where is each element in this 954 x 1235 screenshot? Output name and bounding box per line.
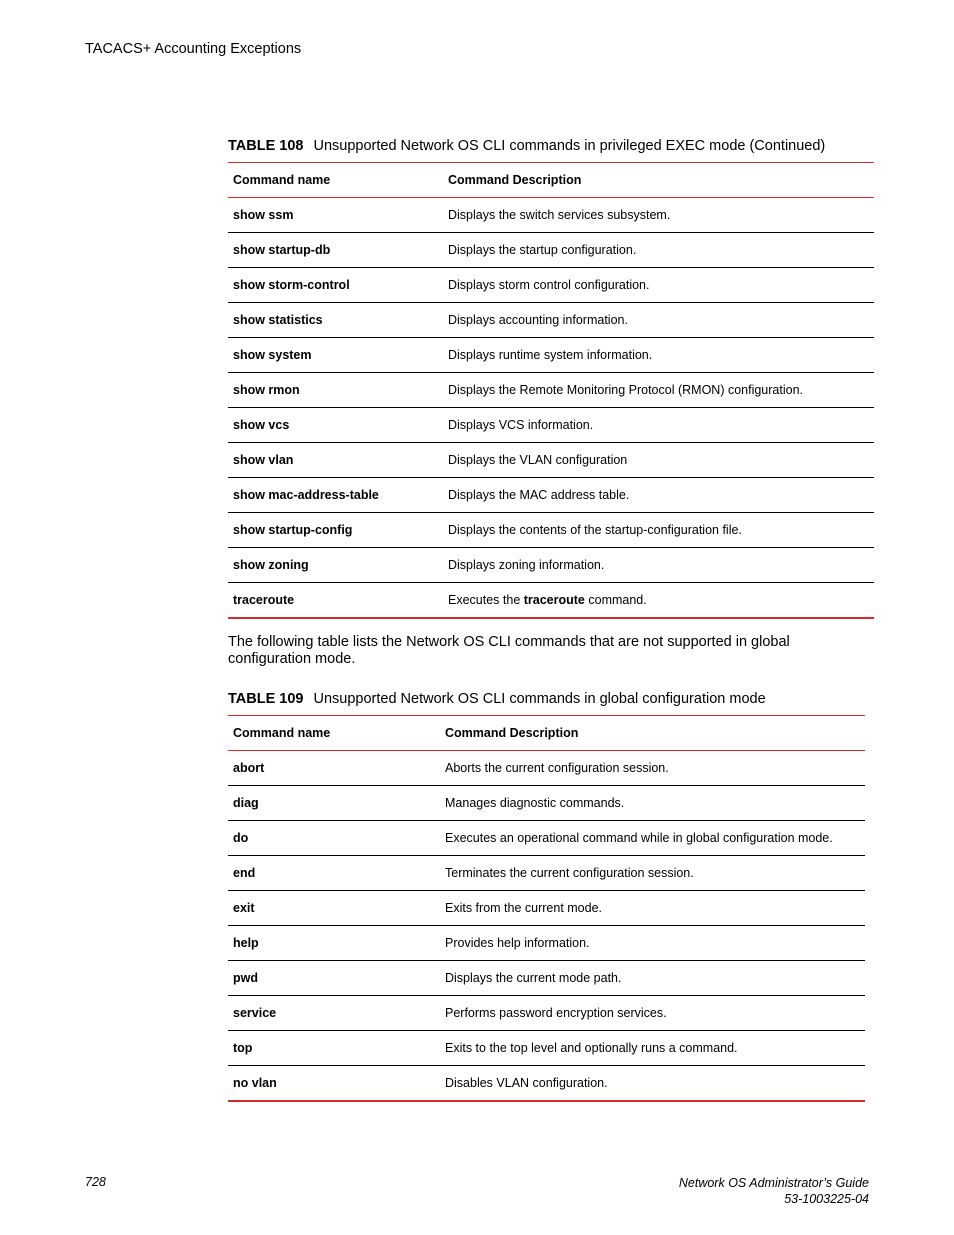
command-name: show storm-control bbox=[233, 278, 350, 292]
description-suffix: command. bbox=[584, 592, 647, 607]
table-row bbox=[228, 198, 874, 233]
command-description bbox=[443, 583, 874, 618]
command-description: Performs password encryption services. bbox=[445, 1006, 667, 1020]
command-description: Displays the switch services subsystem. bbox=[448, 208, 671, 222]
table-row bbox=[228, 443, 874, 478]
table-row bbox=[228, 926, 865, 961]
table-row bbox=[228, 891, 865, 926]
command-name: top bbox=[233, 1041, 253, 1055]
command-description: Displays accounting information. bbox=[448, 313, 628, 327]
table-row bbox=[228, 996, 865, 1031]
command-name: do bbox=[233, 831, 249, 845]
table-row bbox=[228, 478, 874, 513]
command-description: Manages diagnostic commands. bbox=[445, 796, 625, 810]
table-row bbox=[228, 1031, 865, 1066]
command-name: show rmon bbox=[233, 383, 300, 397]
command-description: Terminates the current configuration session. bbox=[445, 866, 694, 880]
table-row bbox=[228, 548, 874, 583]
command-description: Displays the MAC address table. bbox=[448, 488, 630, 502]
table-row bbox=[228, 856, 865, 891]
command-description: Displays the VLAN configuration bbox=[448, 453, 628, 467]
table-row bbox=[228, 1066, 865, 1101]
command-name: show zoning bbox=[233, 558, 309, 572]
command-name: service bbox=[233, 1006, 277, 1020]
table-title: Unsupported Network OS CLI commands in global configuration mode bbox=[313, 691, 766, 707]
footer-info bbox=[679, 1175, 869, 1207]
command-description: Displays the Remote Monitoring Protocol (RMON) configuration. bbox=[448, 383, 803, 397]
command-name: end bbox=[233, 866, 256, 880]
command-name: help bbox=[233, 936, 259, 950]
table-row bbox=[228, 583, 874, 618]
command-name: show vcs bbox=[233, 418, 290, 432]
running-header: TACACS+ Accounting Exceptions bbox=[85, 41, 302, 57]
table-109-caption bbox=[228, 691, 766, 707]
command-description: Displays zoning information. bbox=[448, 558, 605, 572]
book-title: Network OS Administrator’s Guide bbox=[678, 1176, 869, 1190]
command-name: pwd bbox=[233, 971, 258, 985]
command-description: Aborts the current configuration session. bbox=[445, 761, 669, 775]
table-row bbox=[228, 233, 874, 268]
command-description: Exits from the current mode. bbox=[445, 901, 603, 915]
table-row bbox=[228, 786, 865, 821]
table-row bbox=[228, 961, 865, 996]
command-name: traceroute bbox=[233, 592, 295, 607]
column-header-command-name: Command name bbox=[233, 726, 331, 740]
command-description: Displays the contents of the startup-configuration file. bbox=[448, 523, 742, 537]
command-description: Provides help information. bbox=[445, 936, 590, 950]
command-name: show mac-address-table bbox=[233, 488, 379, 502]
table-number: TABLE 108 bbox=[228, 138, 304, 154]
table-row bbox=[228, 821, 865, 856]
column-header-command-description: Command Description bbox=[445, 726, 579, 740]
command-name: diag bbox=[233, 796, 259, 810]
description-prefix: Executes the bbox=[448, 592, 524, 607]
command-name: show startup-db bbox=[233, 243, 331, 257]
table-row bbox=[228, 373, 874, 408]
command-name: show ssm bbox=[233, 208, 294, 222]
command-name: exit bbox=[233, 901, 255, 915]
command-name: show startup-config bbox=[233, 523, 353, 537]
table-row bbox=[228, 268, 874, 303]
command-description: Displays runtime system information. bbox=[448, 348, 653, 362]
table-109 bbox=[228, 715, 865, 1102]
table-title: Unsupported Network OS CLI commands in privileged EXEC mode (Continued) bbox=[313, 138, 826, 154]
command-name: show vlan bbox=[233, 453, 294, 467]
table-row bbox=[228, 303, 874, 338]
command-description: Exits to the top level and optionally runs a command. bbox=[445, 1041, 738, 1055]
table-number: TABLE 109 bbox=[228, 691, 304, 707]
command-description: Displays storm control configuration. bbox=[448, 278, 650, 292]
document-number: 53-1003225-04 bbox=[784, 1192, 869, 1206]
table-row bbox=[228, 751, 865, 786]
page-number: 728 bbox=[85, 1175, 106, 1189]
inline-command: traceroute bbox=[523, 592, 585, 607]
table-header-row bbox=[228, 163, 874, 198]
column-header-command-description: Command Description bbox=[448, 173, 582, 187]
command-description: Displays VCS information. bbox=[448, 418, 594, 432]
table-row bbox=[228, 513, 874, 548]
table-108-caption bbox=[228, 138, 825, 154]
table-row bbox=[228, 408, 874, 443]
table-108 bbox=[228, 162, 874, 619]
command-name: show system bbox=[233, 348, 312, 362]
command-description: Executes an operational command while in global configuration mode. bbox=[445, 831, 833, 845]
column-header-command-name: Command name bbox=[233, 173, 331, 187]
command-name: no vlan bbox=[233, 1075, 277, 1090]
command-description: Displays the startup configuration. bbox=[448, 243, 637, 257]
table-header-row bbox=[228, 716, 865, 751]
command-name: abort bbox=[233, 761, 265, 775]
table-row bbox=[228, 338, 874, 373]
intro-paragraph: The following table lists the Network OS CLI commands that are not supported in global configuration mode. bbox=[228, 634, 790, 667]
command-description: Displays the current mode path. bbox=[445, 971, 622, 985]
command-description: Disables VLAN configuration. bbox=[445, 1075, 608, 1090]
command-name: show statistics bbox=[233, 313, 323, 327]
